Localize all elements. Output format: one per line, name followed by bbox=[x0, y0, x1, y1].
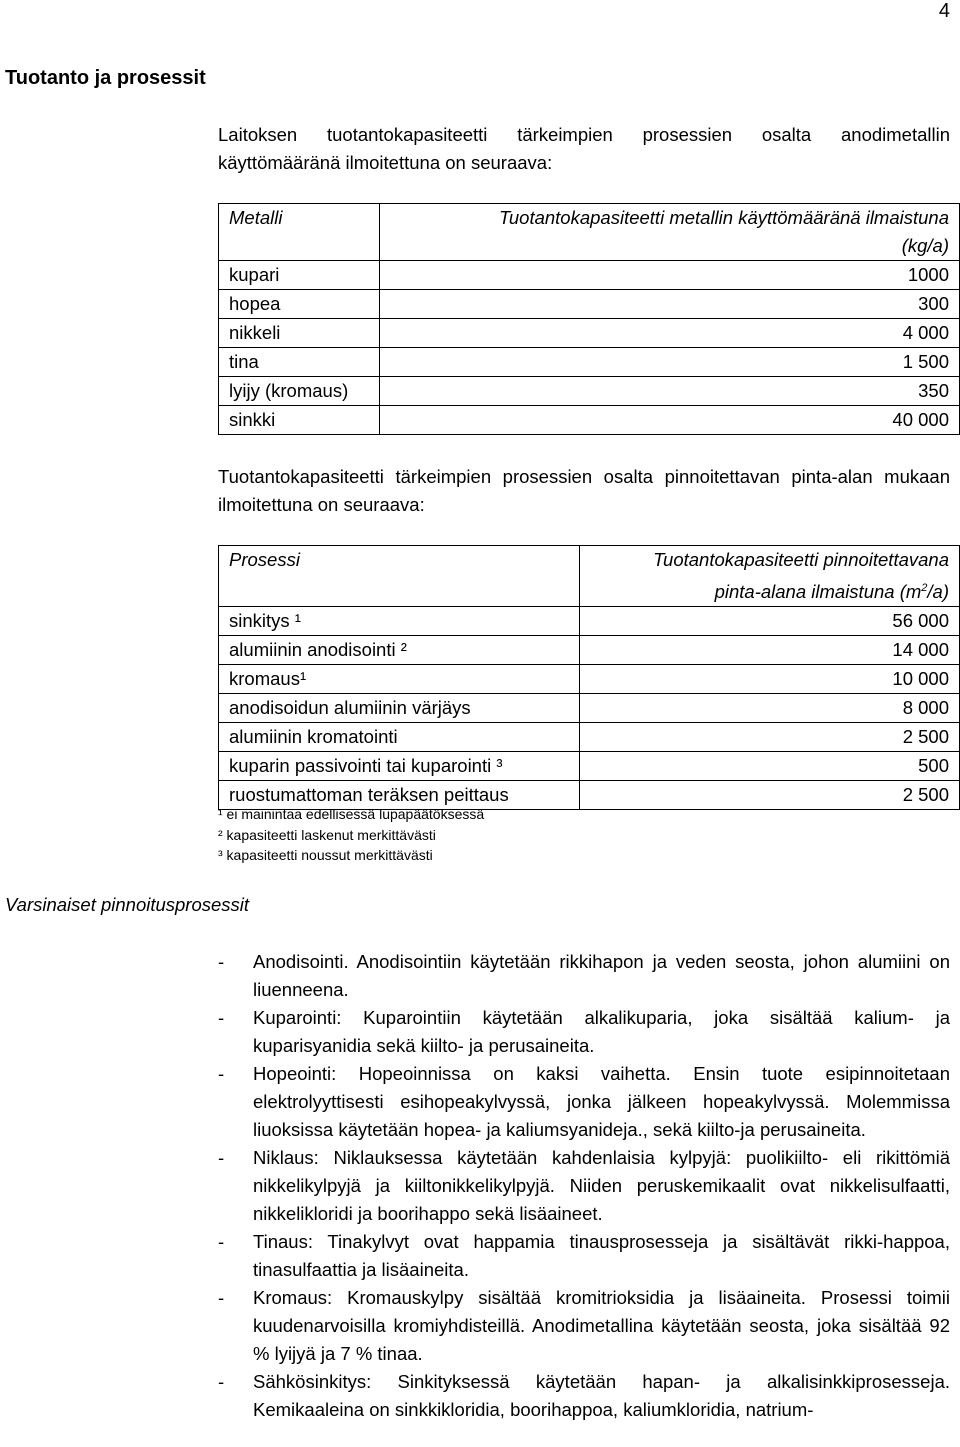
footnote: ¹ ei mainintaa edellisessä lupapäätöksessä bbox=[218, 806, 485, 822]
metal-name: hopea bbox=[219, 290, 380, 319]
list-item-text: Kuparointi: Kuparointiin käytetään alkalikuparia, joka sisältää kalium- ja kuparisyanidia sekä kiilto- ja perusaineita. bbox=[253, 1007, 950, 1056]
process-value: 14 000 bbox=[580, 636, 960, 665]
list-item: - Hopeointi: Hopeoinnissa on kaksi vaihetta. Ensin tuote esipinnoitetaan elektrolyyttisesti esihopeakylvyssä, jonka jälkeen hopeakylvyssä. Molemmissa liuoksissa käytetään hopea- ja kaliumsyanideja., sekä kiilto-ja perusaineita. bbox=[218, 1063, 950, 1140]
metal-value: 1 500 bbox=[380, 348, 960, 377]
list-item: - Tinaus: Tinakylvyt ovat happamia tinausprosesseja ja sisältävät rikki-happoa, tinasulfaattia ja lisäaineita. bbox=[218, 1231, 950, 1280]
footnote: ³ kapasiteetti noussut merkittävästi bbox=[218, 847, 433, 863]
process-value: 56 000 bbox=[580, 607, 960, 636]
table-row bbox=[219, 406, 960, 435]
table-header-row bbox=[219, 546, 960, 607]
page-number: 4 bbox=[938, 0, 950, 22]
area-header-line2 bbox=[590, 574, 949, 606]
metal-header: Metalli bbox=[219, 204, 380, 261]
process-list bbox=[218, 948, 950, 1424]
capacity-header-line2: (kg/a) bbox=[901, 235, 949, 256]
table-row bbox=[219, 694, 960, 723]
process-header: Prosessi bbox=[219, 546, 580, 607]
process-name: alumiinin anodisointi ² bbox=[219, 636, 580, 665]
table-row bbox=[219, 348, 960, 377]
process-value: 10 000 bbox=[580, 665, 960, 694]
intro-paragraph: Laitoksen tuotantokapasiteetti tärkeimpien prosessien osalta anodimetallin käyttömääränä ilmoitettuna on seuraava: bbox=[218, 124, 950, 173]
table-row bbox=[219, 752, 960, 781]
table-row bbox=[219, 723, 960, 752]
side-heading: Varsinaiset pinnoitusprosessit bbox=[5, 894, 250, 915]
process-value: 2 500 bbox=[580, 723, 960, 752]
list-item-text: Sähkösinkitys: Sinkityksessä käytetään hapan- ja alkalisinkkiprosesseja. Kemikaaleina on sinkkikloridia, boorihappoa, kaliumkloridia, natrium- bbox=[253, 1371, 950, 1420]
process-value: 500 bbox=[580, 752, 960, 781]
process-value: 8 000 bbox=[580, 694, 960, 723]
metal-name: nikkeli bbox=[219, 319, 380, 348]
area-header-line2-pre: pinta-alana ilmaistuna (m bbox=[714, 581, 922, 603]
metal-value: 1000 bbox=[380, 261, 960, 290]
list-item: - Niklaus: Niklauksessa käytetään kahdenlaisia kylpyjä: puolikiilto- eli rikittömiä nikkelikylpyjä ja kiiltonikkelikylpyjä. Niiden peruskemikaalit ovat nikkelisulfaatti, nikkelikloridi ja boorihappo sekä lisäaineet. bbox=[218, 1147, 950, 1224]
metal-value: 300 bbox=[380, 290, 960, 319]
metal-name: lyijy (kromaus) bbox=[219, 377, 380, 406]
process-capacity-table bbox=[218, 545, 960, 810]
section-heading: Tuotanto ja prosessit bbox=[5, 67, 206, 89]
table-row bbox=[219, 319, 960, 348]
capacity-header-line1: Tuotantokapasiteetti metallin käyttömääränä ilmaistuna bbox=[498, 207, 949, 228]
table-row bbox=[219, 636, 960, 665]
process-value: 2 500 bbox=[580, 781, 960, 810]
list-item: - Sähkösinkitys: Sinkityksessä käytetään hapan- ja alkalisinkkiprosesseja. Kemikaaleina on sinkkikloridia, boorihappoa, kaliumkloridia, natrium- bbox=[218, 1371, 950, 1420]
metal-value: 4 000 bbox=[380, 319, 960, 348]
list-item-text: Hopeointi: Hopeoinnissa on kaksi vaihetta. Ensin tuote esipinnoitetaan elektrolyyttisesti esihopeakylvyssä, jonka jälkeen hopeakylvyssä. Molemmissa liuoksissa käytetään hopea- ja kaliumsyanideja., sekä kiilto-ja perusaineita. bbox=[253, 1063, 950, 1140]
table-header-row bbox=[219, 204, 960, 261]
process-name: ruostumattoman teräksen peittaus bbox=[219, 781, 580, 810]
process-name: sinkitys ¹ bbox=[219, 607, 580, 636]
table-row bbox=[219, 290, 960, 319]
area-capacity-header bbox=[580, 546, 960, 607]
area-header-line1: Tuotantokapasiteetti pinnoitettavana bbox=[653, 549, 949, 570]
footnotes bbox=[218, 804, 484, 866]
metal-name: kupari bbox=[219, 261, 380, 290]
metal-capacity-table bbox=[218, 203, 960, 435]
metal-value: 40 000 bbox=[380, 406, 960, 435]
list-item: - Kromaus: Kromauskylpy sisältää kromitrioksidia ja lisäaineita. Prosessi toimii kuudenarvoisilla kromiyhdisteillä. Anodimetallina käytetään seosta, joka sisältää 92 % lyijyä ja 7 % tinaa. bbox=[218, 1287, 950, 1364]
table-row bbox=[219, 377, 960, 406]
metal-name: sinkki bbox=[219, 406, 380, 435]
table-row bbox=[219, 665, 960, 694]
process-name: alumiinin kromatointi bbox=[219, 723, 580, 752]
second-paragraph: Tuotantokapasiteetti tärkeimpien prosessien osalta pinnoitettavan pinta-alan mukaan ilmoitettuna on seuraava: bbox=[218, 466, 950, 515]
area-header-line2-post: /a) bbox=[927, 581, 949, 603]
capacity-header bbox=[380, 204, 960, 261]
list-item-text: Tinaus: Tinakylvyt ovat happamia tinausprosesseja ja sisältävät rikki-happoa, tinasulfaattia ja lisäaineita. bbox=[253, 1231, 950, 1280]
list-item-text: Anodisointi. Anodisointiin käytetään rikkihapon ja veden seosta, johon alumiini on liuenneena. bbox=[253, 951, 950, 1000]
process-name: kuparin passivointi tai kuparointi ³ bbox=[219, 752, 580, 781]
process-name: kromaus¹ bbox=[219, 665, 580, 694]
list-item: - Anodisointi. Anodisointiin käytetään rikkihapon ja veden seosta, johon alumiini on liuenneena. bbox=[218, 951, 950, 1000]
metal-name: tina bbox=[219, 348, 380, 377]
table-row bbox=[219, 261, 960, 290]
footnote: ² kapasiteetti laskenut merkittävästi bbox=[218, 826, 436, 843]
list-item-text: Kromaus: Kromauskylpy sisältää kromitrioksidia ja lisäaineita. Prosessi toimii kuudenarvoisilla kromiyhdisteillä. Anodimetallina käytetään seosta, joka sisältää 92 % lyijyä ja 7 % tinaa. bbox=[253, 1287, 950, 1364]
table-row bbox=[219, 607, 960, 636]
list-item-text: Niklaus: Niklauksessa käytetään kahdenlaisia kylpyjä: puolikiilto- eli rikittömiä nikkelikylpyjä ja kiiltonikkelikylpyjä. Niiden peruskemikaalit ovat nikkelisulfaatti, nikkelikloridi ja boorihappo sekä lisäaineet. bbox=[253, 1147, 950, 1224]
process-name: anodisoidun alumiinin värjäys bbox=[219, 694, 580, 723]
list-item: - Kuparointi: Kuparointiin käytetään alkalikuparia, joka sisältää kalium- ja kuparisyanidia sekä kiilto- ja perusaineita. bbox=[218, 1007, 950, 1056]
area-header-sup: 2 bbox=[921, 582, 928, 594]
metal-value: 350 bbox=[380, 377, 960, 406]
